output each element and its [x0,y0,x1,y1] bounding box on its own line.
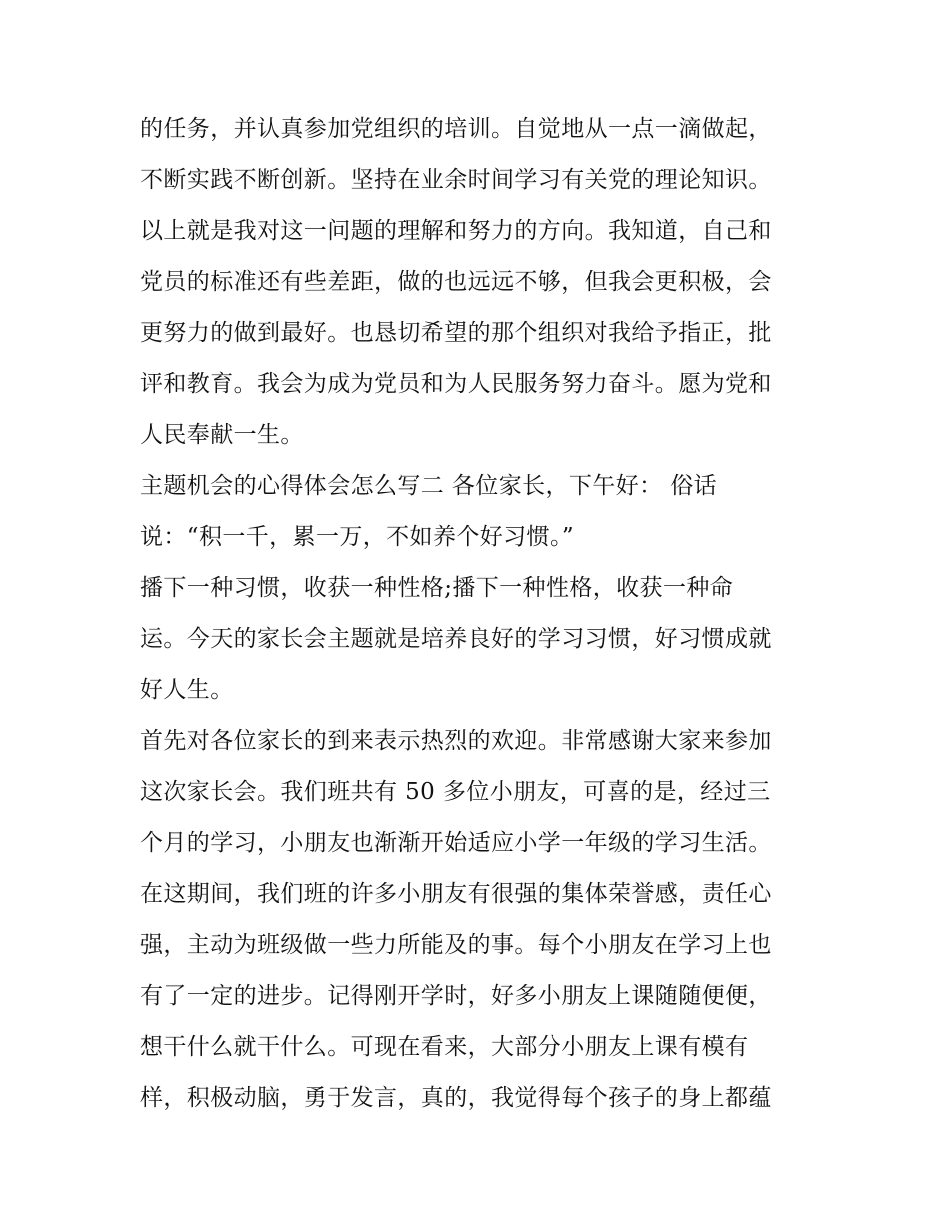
text-line: 首先对各位家长的到来表示热烈的欢迎。非常感谢大家来参加 [140,728,772,754]
text-line: 的任务，并认真参加党组织的培训。自觉地从一点一滴做起， [140,116,772,142]
text-line: 更努力的做到最好。也恳切希望的那个组织对我给予指正，批 [140,320,772,346]
text-line: 有了一定的进步。记得刚开学时，好多小朋友上课随随便便， [140,983,772,1009]
text-line: 不断实践不断创新。坚持在业余时间学习有关党的理论知识。 [140,167,772,193]
text-line: 党员的标准还有些差距，做的也远远不够，但我会更积极，会 [140,269,772,295]
text-line: 人民奉献一生。 [140,422,304,448]
text-line: 这次家长会。我们班共有 50 多位小朋友，可喜的是，经过三 [140,779,771,805]
text-line: 强，主动为班级做一些力所能及的事。每个小朋友在学习上也 [140,932,772,958]
text-line: 个月的学习，小朋友也渐渐开始适应小学一年级的学习生活。 [140,830,772,856]
text-line: 评和教育。我会为成为党员和为人民服务努力奋斗。愿为党和 [140,371,772,397]
text-line: 说：“积一千，累一万，不如养个好习惯。” [140,524,575,550]
text-line: 播下一种习惯，收获一种性格;播下一种性格，收获一种命 [140,575,734,601]
document-body [140,104,840,1124]
text-line: 主题机会的心得体会怎么写二 各位家长，下午好： 俗话 [140,473,718,499]
text-line: 想干什么就干什么。可现在看来，大部分小朋友上课有模有 [140,1034,749,1060]
text-line: 以上就是我对这一问题的理解和努力的方向。我知道，自己和 [140,218,772,244]
text-line: 好人生。 [140,677,234,703]
text-line: 运。今天的家长会主题就是培养良好的学习习惯，好习惯成就 [140,626,772,652]
text-line: 样，积极动脑，勇于发言，真的，我觉得每个孩子的身上都蕴 [140,1085,772,1111]
text-line: 在这期间，我们班的许多小朋友有很强的集体荣誉感，责任心 [140,881,772,907]
